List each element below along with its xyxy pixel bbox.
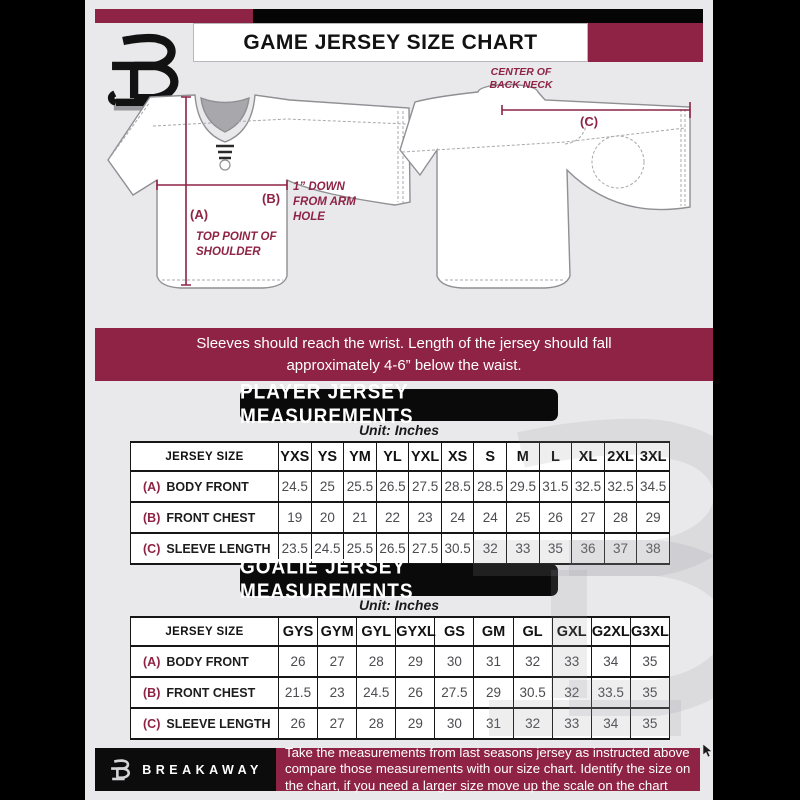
jersey-diagrams xyxy=(85,62,713,328)
breakaway-b-logo-small-icon xyxy=(108,755,134,785)
goalie-section-title: GOALIE JERSEY MEASUREMENTS xyxy=(240,555,414,604)
size-column-header: GYL xyxy=(357,617,396,646)
value-cell: 29 xyxy=(637,502,670,533)
page-title: GAME JERSEY SIZE CHART xyxy=(243,30,538,54)
value-cell: 29.5 xyxy=(507,471,540,502)
measure-label: BODY FRONT xyxy=(166,479,249,494)
value-cell: 26 xyxy=(279,646,318,677)
page-title-box xyxy=(193,23,588,62)
goalie-unit-label: Unit: Inches xyxy=(358,597,440,613)
measure-label: FRONT CHEST xyxy=(166,510,256,525)
measure-b-note: 1” DOWN FROM ARM HOLE xyxy=(293,181,356,223)
measure-a-tag: (A) xyxy=(190,207,209,222)
value-cell: 24.5 xyxy=(279,471,312,502)
value-cell: 28 xyxy=(357,708,396,739)
value-cell: 31.5 xyxy=(539,471,572,502)
measurement-label-cell xyxy=(131,502,279,533)
value-cell: 26 xyxy=(279,708,318,739)
value-cell: 32 xyxy=(474,533,507,564)
value-cell: 35 xyxy=(630,646,669,677)
size-column-header: GYM xyxy=(318,617,357,646)
size-column-header: XL xyxy=(572,442,605,471)
jersey-size-header: JERSEY SIZE xyxy=(131,442,279,471)
measure-label: BODY FRONT xyxy=(166,654,249,669)
player-unit-label: Unit: Inches xyxy=(358,422,440,438)
value-cell: 30.5 xyxy=(441,533,474,564)
value-cell: 33 xyxy=(507,533,540,564)
value-cell: 27.5 xyxy=(409,471,442,502)
size-column-header: GYS xyxy=(279,617,318,646)
value-cell: 28 xyxy=(357,646,396,677)
measurement-row xyxy=(131,677,670,708)
goalie-measurements-table xyxy=(130,616,670,740)
value-cell: 33.5 xyxy=(591,677,630,708)
value-cell: 34.5 xyxy=(637,471,670,502)
size-column-header: L xyxy=(539,442,572,471)
goalie-section-banner xyxy=(240,555,558,604)
measure-tag: (B) xyxy=(143,685,161,700)
value-cell: 33 xyxy=(552,708,591,739)
value-cell: 32 xyxy=(513,646,552,677)
value-cell: 38 xyxy=(637,533,670,564)
value-cell: 28.5 xyxy=(474,471,507,502)
value-cell: 21 xyxy=(344,502,377,533)
player-section-banner xyxy=(240,380,558,429)
jersey-size-header: JERSEY SIZE xyxy=(131,617,279,646)
measure-label: SLEEVE LENGTH xyxy=(166,716,271,731)
table-header-row xyxy=(131,617,670,646)
value-cell: 26 xyxy=(396,677,435,708)
value-cell: 24.5 xyxy=(357,677,396,708)
value-cell: 37 xyxy=(604,533,637,564)
jersey-drawings xyxy=(85,62,713,328)
size-column-header: YL xyxy=(376,442,409,471)
measure-label: SLEEVE LENGTH xyxy=(166,541,271,556)
value-cell: 19 xyxy=(279,502,312,533)
header-accent-bar-black xyxy=(253,9,703,23)
measure-tag: (B) xyxy=(143,510,161,525)
measure-label: FRONT CHEST xyxy=(166,685,256,700)
value-cell: 34 xyxy=(591,708,630,739)
measure-a-note: TOP POINT OF SHOULDER xyxy=(196,231,277,258)
value-cell: 27.5 xyxy=(409,533,442,564)
size-column-header: 3XL xyxy=(637,442,670,471)
value-cell: 26.5 xyxy=(376,533,409,564)
back-jersey-outline xyxy=(400,85,690,289)
measurement-row xyxy=(131,471,670,502)
size-column-header: M xyxy=(507,442,540,471)
value-cell: 24 xyxy=(441,502,474,533)
value-cell: 23 xyxy=(318,677,357,708)
value-cell: 27 xyxy=(318,708,357,739)
value-cell: 29 xyxy=(474,677,513,708)
value-cell: 23.5 xyxy=(279,533,312,564)
measurement-label-cell xyxy=(131,708,279,739)
value-cell: 25.5 xyxy=(344,533,377,564)
footer-brand-name: BREAKAWAY xyxy=(142,762,263,777)
size-column-header: YXS xyxy=(279,442,312,471)
size-column-header: G2XL xyxy=(591,617,630,646)
value-cell: 31 xyxy=(474,646,513,677)
value-cell: 35 xyxy=(630,677,669,708)
size-column-header: GYXL xyxy=(396,617,435,646)
value-cell: 24 xyxy=(474,502,507,533)
value-cell: 27 xyxy=(318,646,357,677)
value-cell: 29 xyxy=(396,708,435,739)
value-cell: 21.5 xyxy=(279,677,318,708)
player-section-title: PLAYER JERSEY MEASUREMENTS xyxy=(240,380,414,429)
size-column-header: S xyxy=(474,442,507,471)
measurement-label-cell xyxy=(131,646,279,677)
value-cell: 30.5 xyxy=(513,677,552,708)
footer-note-box xyxy=(276,745,700,793)
value-cell: 30 xyxy=(435,708,474,739)
measure-b-tag: (B) xyxy=(262,191,281,206)
value-cell: 26 xyxy=(539,502,572,533)
value-cell: 32.5 xyxy=(604,471,637,502)
value-cell: 33 xyxy=(552,646,591,677)
measure-tag: (C) xyxy=(143,541,161,556)
value-cell: 26.5 xyxy=(376,471,409,502)
value-cell: 28.5 xyxy=(441,471,474,502)
content-area xyxy=(85,0,713,800)
header-accent-bar-maroon xyxy=(95,9,253,23)
size-column-header: GM xyxy=(474,617,513,646)
front-collar-inner xyxy=(201,98,249,132)
measurement-label-cell xyxy=(131,471,279,502)
size-column-header: GXL xyxy=(552,617,591,646)
footer-note-text: Take the measurements from last seasons jersey as instructed above compare those measurements with our size chart. Identify the size on the chart, if you need a larger size move up the scale on the chart xyxy=(285,745,691,793)
measurement-row xyxy=(131,708,670,739)
center-back-neck-label: CENTER OF BACK NECK xyxy=(489,66,553,92)
header-maroon-block xyxy=(588,23,703,62)
value-cell: 32 xyxy=(552,677,591,708)
value-cell: 20 xyxy=(311,502,344,533)
value-cell: 36 xyxy=(572,533,605,564)
size-column-header: G3XL xyxy=(630,617,669,646)
measure-c-tag: (C) xyxy=(580,114,599,129)
value-cell: 28 xyxy=(604,502,637,533)
fit-note-banner xyxy=(95,328,713,381)
value-cell: 25 xyxy=(507,502,540,533)
value-cell: 35 xyxy=(539,533,572,564)
value-cell: 23 xyxy=(409,502,442,533)
measure-tag: (C) xyxy=(143,716,161,731)
size-column-header: GS xyxy=(435,617,474,646)
value-cell: 24.5 xyxy=(311,533,344,564)
value-cell: 32 xyxy=(513,708,552,739)
measurement-row xyxy=(131,646,670,677)
value-cell: 25 xyxy=(311,471,344,502)
value-cell: 30 xyxy=(435,646,474,677)
value-cell: 32.5 xyxy=(572,471,605,502)
value-cell: 31 xyxy=(474,708,513,739)
table-header-row xyxy=(131,442,670,471)
size-column-header: XS xyxy=(441,442,474,471)
measure-tag: (A) xyxy=(143,654,161,669)
value-cell: 29 xyxy=(396,646,435,677)
measure-tag: (A) xyxy=(143,479,161,494)
value-cell: 27.5 xyxy=(435,677,474,708)
size-column-header: YM xyxy=(344,442,377,471)
mouse-cursor xyxy=(702,744,714,758)
measurement-label-cell xyxy=(131,677,279,708)
value-cell: 34 xyxy=(591,646,630,677)
value-cell: 27 xyxy=(572,502,605,533)
size-column-header: YXL xyxy=(409,442,442,471)
fit-note-text: Sleeves should reach the wrist. Length of the jersey should fall approximately 4-6” below the waist. xyxy=(196,334,612,374)
size-column-header: YS xyxy=(311,442,344,471)
size-column-header: 2XL xyxy=(604,442,637,471)
footer-brand-box xyxy=(95,748,276,791)
value-cell: 25.5 xyxy=(344,471,377,502)
size-column-header: GL xyxy=(513,617,552,646)
measurement-row xyxy=(131,502,670,533)
value-cell: 22 xyxy=(376,502,409,533)
value-cell: 35 xyxy=(630,708,669,739)
player-measurements-table xyxy=(130,441,670,565)
